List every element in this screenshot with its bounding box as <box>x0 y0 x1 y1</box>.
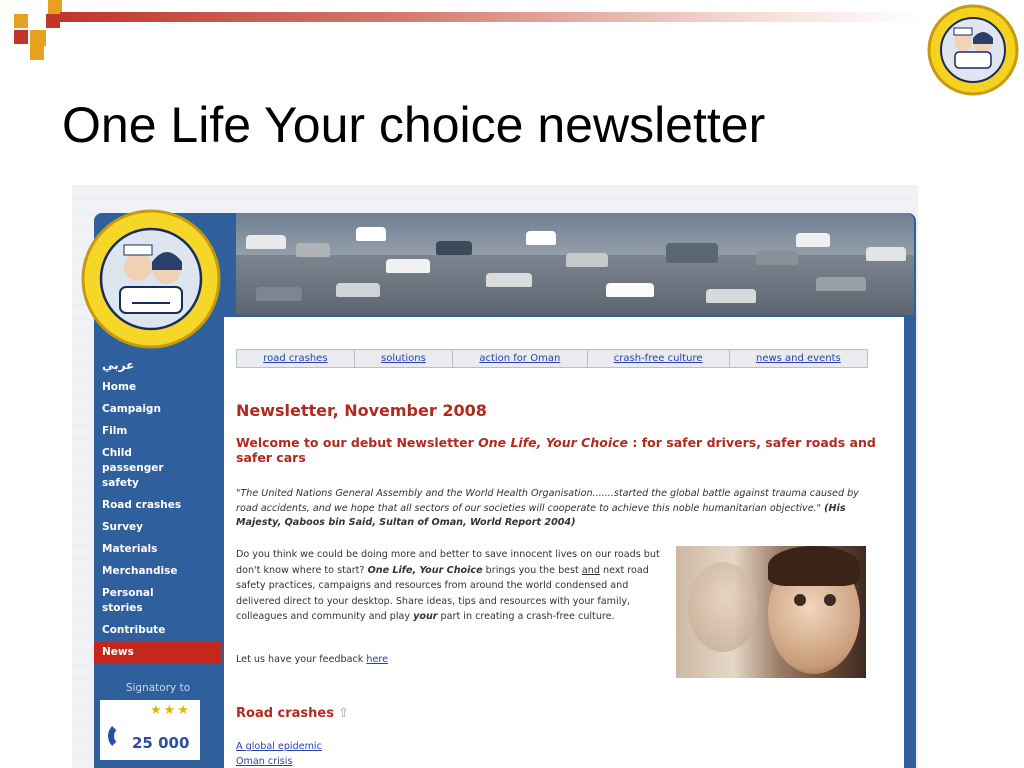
intro-paragraph <box>236 547 666 625</box>
slide-decoration-squares <box>0 0 80 60</box>
signatory-badge[interactable] <box>100 700 200 760</box>
top-nav <box>236 349 868 368</box>
welcome-prefix: Welcome to our debut Newsletter <box>236 435 479 450</box>
intro-emphasis: your <box>413 611 438 622</box>
signatory-label: Signatory to <box>125 682 191 694</box>
welcome-suffix: : for safer drivers, safer roads and safer cars <box>236 435 876 465</box>
tab-road-crashes[interactable]: road crashes <box>237 350 355 367</box>
road-crashes-title: Road crashes <box>236 706 334 721</box>
sidebar-item-news[interactable]: News <box>94 642 222 664</box>
link-a-global-epidemic[interactable]: A global epidemic <box>236 741 322 752</box>
website-screenshot <box>72 185 918 768</box>
newsletter-title: Newsletter, November 2008 <box>236 401 487 420</box>
sidebar-item-home[interactable]: Home <box>102 381 137 393</box>
feedback-line <box>236 654 388 665</box>
feedback-text: Let us have your feedback <box>236 654 367 665</box>
sidebar-item-child-passenger-safety[interactable]: Child passenger safety <box>102 447 164 489</box>
site-frame <box>94 213 916 768</box>
tab-solutions[interactable]: solutions <box>355 350 453 367</box>
sidebar-item-contribute[interactable]: Contribute <box>102 624 166 636</box>
intro-underline: and <box>581 564 600 576</box>
child-at-window-photo <box>676 546 866 678</box>
intro-part: part in creating a crash-free culture. <box>437 611 615 622</box>
road-crashes-links <box>236 739 322 768</box>
sidebar-item-merchandise[interactable]: Merchandise <box>102 565 178 577</box>
road-crashes-heading <box>236 706 349 721</box>
sidebar-item-materials[interactable]: Materials <box>102 543 158 555</box>
feedback-link[interactable]: here <box>366 654 388 665</box>
welcome-emphasis: One Life, Your Choice <box>478 435 629 450</box>
slide-title: One Life Your choice newsletter <box>62 97 766 153</box>
sidebar-item-survey[interactable]: Survey <box>102 521 144 533</box>
quote-attribution: (His Majesty, Qaboos bin Said, Sultan of Oman, World Report 2004) <box>236 502 846 528</box>
intro-part: brings you the best <box>482 564 582 576</box>
sidebar-item-campaign[interactable]: Campaign <box>102 403 161 415</box>
list-item <box>236 739 322 754</box>
intro-part: next road safety practices, campaigns and resources from around the world condensed and delivered direct to your desktop. Share ideas, tips and resources with your family, colleagues and community and play <box>236 564 649 622</box>
sidebar-item-arabic[interactable]: عربي <box>102 358 135 372</box>
back-to-top-arrow-icon[interactable]: ⇧ <box>337 706 349 721</box>
list-item <box>236 754 322 768</box>
sidebar-item-personal-stories[interactable]: Personal stories <box>102 587 154 614</box>
salim-and-salimah-safe-and-sound-logo[interactable] <box>74 207 229 357</box>
intro-part: Do you think we could be doing more and better to save innocent lives on our roads but don't know where to start? <box>236 549 660 576</box>
tab-crash-free-culture[interactable]: crash-free culture <box>588 350 730 367</box>
welcome-heading <box>236 435 876 465</box>
sidebar-nav <box>94 355 222 760</box>
tab-news-and-events[interactable]: news and events <box>755 353 841 364</box>
sultan-quote <box>236 487 876 531</box>
sidebar-item-road-crashes[interactable]: Road crashes <box>102 499 182 511</box>
quote-text: "The United Nations General Assembly and the World Health Organisation.......started the global battle against trauma caused by road accidents, and we hope that all sectors of our societies will cooperate to achieve this noble humanitarian objective." <box>236 488 859 514</box>
content-panel <box>224 317 904 768</box>
badge-number: 25 000 <box>132 734 190 752</box>
traffic-highway-photo <box>236 213 914 315</box>
link-oman-crisis[interactable]: Oman crisis <box>236 756 293 767</box>
stars-icon: ★★★ <box>150 702 191 717</box>
tab-action-for-oman[interactable]: action for Oman <box>453 350 587 367</box>
slide-top-bar <box>60 12 920 22</box>
salim-and-salimah-logo <box>925 4 1021 96</box>
sidebar-item-film[interactable]: Film <box>102 425 128 437</box>
intro-emphasis: One Life, Your Choice <box>367 564 483 576</box>
